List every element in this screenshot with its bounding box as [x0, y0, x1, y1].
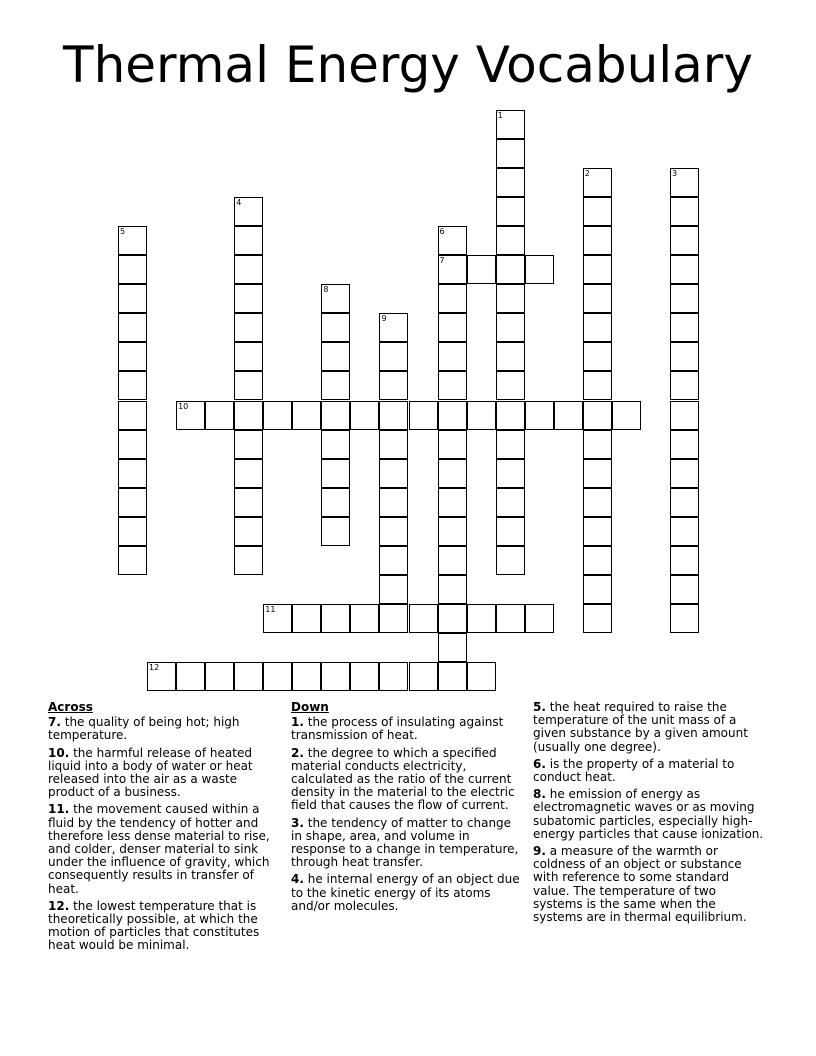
- grid-cell[interactable]: [438, 488, 467, 517]
- grid-cell[interactable]: [554, 401, 583, 430]
- grid-cell[interactable]: [670, 342, 699, 371]
- grid-cell[interactable]: [496, 284, 525, 313]
- grid-cell[interactable]: [321, 517, 350, 546]
- across-clue: [48, 900, 276, 953]
- clue-number-label: 7.: [48, 715, 61, 730]
- grid-cell[interactable]: [118, 488, 147, 517]
- clue-number: 7: [439, 256, 445, 266]
- clue-number: 10: [178, 401, 189, 411]
- grid-cell[interactable]: [583, 517, 612, 546]
- grid-cell[interactable]: [467, 662, 496, 691]
- grid-cell[interactable]: [118, 226, 147, 255]
- grid-cell[interactable]: [496, 226, 525, 255]
- grid-cell[interactable]: [263, 604, 292, 633]
- grid-cell[interactable]: [438, 371, 467, 400]
- grid-cell[interactable]: [438, 342, 467, 371]
- grid-cell[interactable]: [234, 459, 263, 488]
- grid-cell[interactable]: [583, 284, 612, 313]
- grid-cell[interactable]: [467, 604, 496, 633]
- grid-cell[interactable]: [321, 313, 350, 342]
- grid-cell[interactable]: [234, 517, 263, 546]
- down-clue-list: [291, 716, 523, 913]
- grid-cell[interactable]: [234, 546, 263, 575]
- grid-cell[interactable]: [234, 197, 263, 226]
- grid-cell[interactable]: [379, 430, 408, 459]
- grid-cell[interactable]: [496, 168, 525, 197]
- clue-number: 1: [497, 111, 503, 120]
- across-clues: [48, 701, 276, 957]
- across-heading: Across: [48, 700, 93, 714]
- grid-cell[interactable]: [496, 139, 525, 168]
- clue-number-label: 8.: [533, 787, 546, 802]
- grid-cell[interactable]: [583, 430, 612, 459]
- grid-cell[interactable]: [234, 313, 263, 342]
- grid-cell[interactable]: [379, 401, 408, 430]
- clue-number: 3: [671, 169, 678, 179]
- grid-cell[interactable]: [379, 488, 408, 517]
- grid-cell[interactable]: [496, 430, 525, 459]
- grid-cell[interactable]: [670, 371, 699, 400]
- down-clue: [533, 845, 769, 924]
- grid-cell[interactable]: [118, 401, 147, 430]
- grid-cell[interactable]: [321, 342, 350, 371]
- grid-cell[interactable]: [670, 255, 699, 284]
- grid-cell[interactable]: [583, 342, 612, 371]
- grid-cell[interactable]: [670, 226, 699, 255]
- clue-text: the degree to which a specified material conducts electricity, calculated as the ratio of the current density in the material to the electric field that causes the flow of current.: [291, 745, 515, 813]
- grid-cell[interactable]: [379, 342, 408, 371]
- grid-cell[interactable]: [438, 284, 467, 313]
- grid-cell[interactable]: [496, 459, 525, 488]
- grid-cell[interactable]: [496, 110, 525, 139]
- clue-number-label: 2.: [291, 745, 304, 760]
- down-clue: [291, 716, 523, 742]
- grid-cell[interactable]: [234, 488, 263, 517]
- clue-number-label: 12.: [48, 898, 70, 913]
- puzzle-title: Thermal Energy Vocabulary: [63, 36, 753, 94]
- clue-text: a measure of the warmth or coldness of an object or substance with reference to some standard value. The temperature of two systems is the same when the systems are in thermal equilibrium.: [533, 844, 747, 925]
- grid-cell[interactable]: [670, 546, 699, 575]
- across-clue: [48, 747, 276, 800]
- grid-cell[interactable]: [583, 313, 612, 342]
- grid-cell[interactable]: [525, 604, 554, 633]
- grid-cell[interactable]: [321, 488, 350, 517]
- grid-cell[interactable]: [409, 604, 438, 633]
- grid-cell[interactable]: [670, 313, 699, 342]
- grid-cell[interactable]: [263, 401, 292, 430]
- grid-cell[interactable]: [379, 313, 408, 342]
- grid-cell[interactable]: [583, 604, 612, 633]
- grid-cell[interactable]: [118, 284, 147, 313]
- across-clue-list: [48, 716, 276, 952]
- grid-cell[interactable]: [583, 401, 612, 430]
- grid-cell[interactable]: [409, 401, 438, 430]
- grid-cell[interactable]: [379, 517, 408, 546]
- grid-cell[interactable]: [670, 430, 699, 459]
- down-clue-list-continued: [533, 701, 769, 924]
- grid-cell[interactable]: [670, 459, 699, 488]
- clue-text: he emission of energy as electromagnetic waves or as moving subatomic particles, especially high-energy particles that cause ionization.: [533, 787, 764, 841]
- grid-cell[interactable]: [496, 488, 525, 517]
- grid-cell[interactable]: [234, 401, 263, 430]
- clue-number: 6: [439, 227, 445, 237]
- grid-cell[interactable]: [496, 546, 525, 575]
- grid-cell[interactable]: [438, 633, 467, 662]
- grid-cell[interactable]: [321, 662, 350, 691]
- down-clue: [291, 873, 523, 913]
- grid-cell[interactable]: [525, 401, 554, 430]
- down-clue: [291, 747, 523, 813]
- clue-number: 2: [584, 169, 590, 179]
- grid-cell[interactable]: [350, 662, 379, 691]
- grid-cell[interactable]: [438, 546, 467, 575]
- grid-cell[interactable]: [234, 255, 263, 284]
- grid-cell[interactable]: [118, 313, 147, 342]
- grid-cell[interactable]: [670, 488, 699, 517]
- grid-cell[interactable]: [438, 255, 467, 284]
- clue-text: the harmful release of heated liquid into a body of water or heat released into the air as a waste product of a business.: [48, 745, 253, 800]
- clue-number: 8: [323, 285, 329, 295]
- clue-number: 4: [236, 198, 242, 208]
- grid-cell[interactable]: [670, 517, 699, 546]
- grid-cell[interactable]: [118, 371, 147, 400]
- grid-cell[interactable]: [583, 546, 612, 575]
- grid-cell[interactable]: [438, 313, 467, 342]
- grid-cell[interactable]: [234, 226, 263, 255]
- across-clue: [48, 716, 276, 742]
- grid-cell[interactable]: [438, 662, 467, 691]
- grid-cell[interactable]: [321, 284, 350, 313]
- clue-number: 12: [149, 662, 160, 672]
- down-clue: [533, 788, 769, 841]
- grid-cell[interactable]: [118, 342, 147, 371]
- grid-cell[interactable]: [292, 662, 321, 691]
- clue-number: 11: [265, 604, 276, 614]
- grid-cell[interactable]: [496, 197, 525, 226]
- grid-cell[interactable]: [350, 604, 379, 633]
- clue-text: is the property of a material to conduct heat.: [533, 756, 735, 785]
- grid-cell[interactable]: [438, 575, 467, 604]
- clue-text: the quality of being hot; high temperature.: [48, 715, 240, 743]
- grid-cell[interactable]: [321, 430, 350, 459]
- grid-cell[interactable]: [321, 371, 350, 400]
- grid-cell[interactable]: [583, 255, 612, 284]
- grid-cell[interactable]: [379, 575, 408, 604]
- grid-cell[interactable]: [496, 604, 525, 633]
- grid-cell[interactable]: [118, 546, 147, 575]
- grid-cell[interactable]: [496, 255, 525, 284]
- grid-cell[interactable]: [176, 401, 205, 430]
- grid-cell[interactable]: [321, 459, 350, 488]
- grid-cell[interactable]: [670, 197, 699, 226]
- grid-cell[interactable]: [321, 401, 350, 430]
- down-clue: [533, 758, 769, 784]
- grid-cell[interactable]: [612, 401, 641, 430]
- grid-cell[interactable]: [409, 662, 438, 691]
- down-clue: [533, 701, 769, 754]
- grid-cell[interactable]: [583, 575, 612, 604]
- clue-text: the tendency of matter to change in shape, area, and volume in response to a change in temperature, through heat transfer.: [291, 815, 519, 870]
- grid-cell[interactable]: [350, 401, 379, 430]
- clue-number-label: 9.: [533, 844, 546, 859]
- grid-cell[interactable]: [496, 342, 525, 371]
- grid-cell[interactable]: [205, 662, 234, 691]
- grid-cell[interactable]: [118, 517, 147, 546]
- grid-cell[interactable]: [670, 284, 699, 313]
- grid-cell[interactable]: [525, 255, 554, 284]
- grid-cell[interactable]: [496, 371, 525, 400]
- clue-text: the heat required to raise the temperature of the unit mass of a given substance by a given amount (usually one degree).: [533, 700, 748, 754]
- grid-cell[interactable]: [583, 197, 612, 226]
- grid-cell[interactable]: [234, 342, 263, 371]
- grid-cell[interactable]: [496, 517, 525, 546]
- clue-number: 5: [120, 227, 126, 237]
- down-clues: [291, 701, 523, 917]
- grid-cell[interactable]: [205, 401, 234, 430]
- across-clue: [48, 803, 276, 895]
- clue-number: 9: [381, 314, 387, 324]
- clue-number-label: 10.: [48, 745, 70, 760]
- down-clue: [291, 817, 523, 870]
- grid-cell[interactable]: [438, 226, 467, 255]
- grid-cell[interactable]: [670, 604, 699, 633]
- grid-cell[interactable]: [467, 255, 496, 284]
- clue-number-label: 11.: [48, 802, 70, 817]
- grid-cell[interactable]: [176, 662, 205, 691]
- clue-number-label: 1.: [291, 715, 304, 730]
- clue-text: the movement caused within a fluid by the tendency of hotter and therefore less dense material to rise, and colder, denser material to sink under the influence of gravity, which consequently results in transfer of heat.: [48, 802, 270, 896]
- grid-cell[interactable]: [379, 604, 408, 633]
- clue-text: he internal energy of an object due to the kinetic energy of its atoms and/or molecules.: [291, 872, 520, 913]
- grid-cell[interactable]: [496, 401, 525, 430]
- grid-cell[interactable]: [292, 604, 321, 633]
- down-heading: Down: [291, 700, 329, 714]
- grid-cell[interactable]: [292, 401, 321, 430]
- grid-cell[interactable]: [670, 168, 699, 197]
- grid-cell[interactable]: [438, 517, 467, 546]
- grid-cell[interactable]: [438, 459, 467, 488]
- grid-cell[interactable]: [234, 284, 263, 313]
- grid-cell[interactable]: [321, 604, 350, 633]
- grid-cell[interactable]: [147, 662, 176, 691]
- grid-cell[interactable]: [379, 546, 408, 575]
- grid-cell[interactable]: [670, 401, 699, 430]
- clue-number-label: 4.: [291, 872, 304, 887]
- grid-cell[interactable]: [438, 604, 467, 633]
- grid-cell[interactable]: [583, 488, 612, 517]
- grid-cell[interactable]: [379, 662, 408, 691]
- grid-cell[interactable]: [118, 459, 147, 488]
- down-clues-continued: [533, 701, 769, 928]
- clue-number-label: 5.: [533, 700, 546, 714]
- grid-cell[interactable]: [234, 430, 263, 459]
- clue-text: the lowest temperature that is theoretically possible, at which the motion of particles that constitutes heat would be minimal.: [48, 898, 260, 953]
- grid-cell[interactable]: [583, 226, 612, 255]
- grid-cell[interactable]: [583, 459, 612, 488]
- clue-text: the process of insulating against transmission of heat.: [291, 715, 504, 743]
- grid-cell[interactable]: [438, 430, 467, 459]
- grid-cell[interactable]: [118, 255, 147, 284]
- grid-cell[interactable]: [670, 575, 699, 604]
- grid-cell[interactable]: [467, 401, 496, 430]
- grid-cell[interactable]: [379, 371, 408, 400]
- grid-cell[interactable]: [583, 371, 612, 400]
- clue-number-label: 3.: [291, 815, 304, 830]
- grid-cell[interactable]: [118, 430, 147, 459]
- clue-number-label: 6.: [533, 756, 546, 771]
- grid-cell[interactable]: [234, 662, 263, 691]
- grid-cell[interactable]: [234, 371, 263, 400]
- grid-cell[interactable]: [583, 168, 612, 197]
- grid-cell[interactable]: [496, 313, 525, 342]
- grid-cell[interactable]: [438, 401, 467, 430]
- grid-cell[interactable]: [263, 662, 292, 691]
- grid-cell[interactable]: [379, 459, 408, 488]
